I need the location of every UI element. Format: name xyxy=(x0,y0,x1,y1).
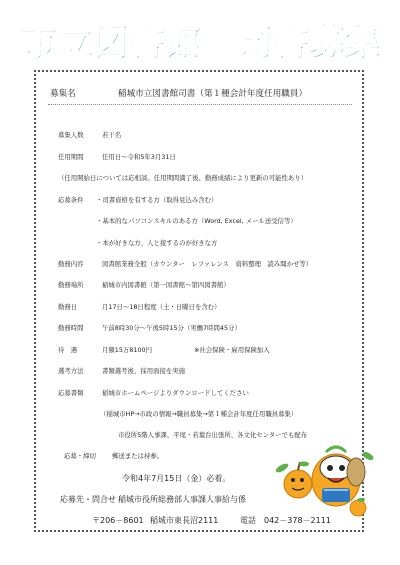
phone-label: 電話 xyxy=(240,516,256,525)
value-condition-1: ・司書資格を有する方（取得見込み含む） xyxy=(96,196,218,204)
phone-number: 042－378－2111 xyxy=(264,516,331,525)
deadline: 令和4年7月15日（金）必着。 xyxy=(122,474,231,483)
label-pay: 待 遇 xyxy=(58,346,78,354)
label-term: 任用期間 xyxy=(58,153,84,161)
value-documents-distribution: 市役所5階人事課、平尾・若葉台出張所、各文化センターでも配布 xyxy=(118,431,308,439)
pear-mascot-icon xyxy=(284,462,312,499)
address: 稲城市東長沼2111 xyxy=(150,516,219,525)
value-location: 稲城市内図書館（第一図書館～第四図書館） xyxy=(102,281,230,289)
value-term-note: （任用開始日については応相談。任用期間満了後、勤務成績により更新の可能性あり） xyxy=(58,174,308,182)
value-condition-2: ・基本的なパソコンスキルのある方（Word, Excel, メール送受信等） xyxy=(96,217,297,225)
header-value: 稲城市立図書館司書（第１種会計年度任用職員） xyxy=(118,89,308,99)
value-documents: 稲城市ホームページよりダウンロードしてください xyxy=(102,389,249,397)
value-recruit-count: 若干名 xyxy=(102,131,122,139)
label-submission: 応募・締切 xyxy=(64,452,96,460)
value-pay-note: ※社会保険・雇用保険加入 xyxy=(194,346,270,354)
value-hours: 午前8時30分～午後5時15分（実働7時間45分） xyxy=(102,324,241,332)
value-condition-3: ・本が好きな方、人と接するのが好きな方 xyxy=(96,239,218,247)
value-workdays: 月17日～18日程度（土・日曜日を含む） xyxy=(102,303,221,311)
label-documents: 応募書類 xyxy=(58,389,84,397)
page-title: 市立図書館 司書募集 xyxy=(19,22,380,62)
label-conditions: 応募条件 xyxy=(58,196,84,204)
label-location: 勤務場所 xyxy=(58,281,84,289)
value-documents-path: （稲城市HP→市政の情報→職員募集→第１種会計年度任用職員募集） xyxy=(100,410,298,418)
value-duties: 図書館業務全般（カウンター レファレンス 資料整理 読み聞かせ等） xyxy=(102,260,313,268)
header-label: 募集名 xyxy=(50,89,76,99)
postal-code: 〒206－8601 xyxy=(92,516,144,525)
label-hours: 勤務時間 xyxy=(58,324,84,332)
character-mascot-icon xyxy=(312,447,365,506)
small-pear-icon xyxy=(350,498,366,516)
label-recruit-count: 募集人数 xyxy=(58,131,84,139)
value-term: 任用日～令和5年3月31日 xyxy=(102,153,176,161)
label-duties: 勤務内容 xyxy=(58,260,84,268)
contact-label: 応募先・問合せ xyxy=(60,495,116,504)
value-selection: 書類選考後、採用面接を実施 xyxy=(102,367,186,375)
mascot-illustration xyxy=(268,412,378,522)
contact-value: 稲城市役所総務部人事課人事給与係 xyxy=(118,495,246,504)
label-selection: 選考方法 xyxy=(58,367,84,375)
header-divider xyxy=(48,104,352,105)
label-workdays: 勤務日 xyxy=(58,303,78,311)
value-pay: 月額15万8100円 xyxy=(102,346,152,354)
value-submission: 郵送または持参。 xyxy=(112,452,164,460)
